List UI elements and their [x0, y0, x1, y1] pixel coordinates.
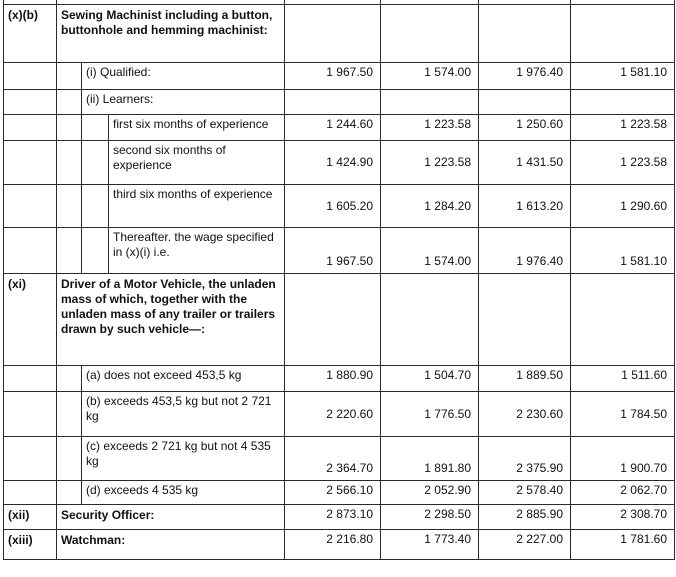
- cell-value: 1 223.58: [571, 141, 675, 185]
- cell-value: 2 364.70: [285, 437, 381, 481]
- row-label: (i) Qualified:: [82, 63, 285, 90]
- cell-value: 1 284.20: [381, 185, 479, 228]
- cell-value: 2 227.00: [479, 530, 571, 560]
- table-row-security: [4, 505, 675, 530]
- cell-value: 1 223.58: [571, 115, 675, 141]
- row-label: third six months of experience: [109, 185, 285, 228]
- row-code: (xiii): [4, 530, 57, 560]
- table-row-driver-b: [4, 392, 675, 437]
- cell-value: 1 976.40: [479, 228, 571, 274]
- cell-value: 2 375.90: [479, 437, 571, 481]
- row-label: (c) exceeds 2 721 kg but not 4 535 kg: [82, 437, 285, 481]
- row-title: Driver of a Motor Vehicle, the unladen mass of which, together with the unladen mass of any trailer or trailers drawn by such vehicle—:: [57, 274, 285, 366]
- table-row-learner-first: [4, 115, 675, 141]
- cell-value: 1 784.50: [571, 392, 675, 437]
- cell-value: 1 223.58: [381, 115, 479, 141]
- row-title: Sewing Machinist including a button, buttonhole and hemming machinist:: [57, 5, 285, 63]
- cell-value: 1 880.90: [285, 366, 381, 392]
- table-row-learner-third: [4, 185, 675, 228]
- cell-value: 2 062.70: [571, 481, 675, 505]
- table-row-driver-d: [4, 481, 675, 505]
- cell-value: 1 773.40: [381, 530, 479, 560]
- row-label: first six months of experience: [109, 115, 285, 141]
- cell-value: 1 781.60: [571, 530, 675, 560]
- cell-value: 1 891.80: [381, 437, 479, 481]
- table-row-learner-after: [4, 228, 675, 274]
- cell-value: 1 504.70: [381, 366, 479, 392]
- cell-value: 1 581.10: [571, 63, 675, 90]
- cell-value: 1 574.00: [381, 63, 479, 90]
- row-label: (b) exceeds 453,5 kg but not 2 721 kg: [82, 392, 285, 437]
- cell-value: 1 581.10: [571, 228, 675, 274]
- cell-value: 2 220.60: [285, 392, 381, 437]
- wage-table: [3, 0, 675, 560]
- row-label: second six months of experience: [109, 141, 285, 185]
- cell-value: 1 424.90: [285, 141, 381, 185]
- cell-value: 1 290.60: [571, 185, 675, 228]
- row-code: (x)(b): [4, 5, 57, 63]
- cell-value: 1 223.58: [381, 141, 479, 185]
- row-code: (xi): [4, 274, 57, 366]
- row-title: Watchman:: [57, 530, 285, 560]
- cell-value: 1 511.60: [571, 366, 675, 392]
- cell-value: 1 431.50: [479, 141, 571, 185]
- row-label: (ii) Learners:: [82, 90, 285, 115]
- table-row-sewing-heading: [4, 5, 675, 63]
- table-row-watchman: [4, 530, 675, 560]
- row-label: (d) exceeds 4 535 kg: [82, 481, 285, 505]
- table-row-driver-c: [4, 437, 675, 481]
- cell-value: 1 776.50: [381, 392, 479, 437]
- table-row-driver-a: [4, 366, 675, 392]
- cell-value: 1 976.40: [479, 63, 571, 90]
- cell-value: 1 250.60: [479, 115, 571, 141]
- cell-value: 1 613.20: [479, 185, 571, 228]
- table-row-qualified: [4, 63, 675, 90]
- table-row-learner-second: [4, 141, 675, 185]
- cell-value: 1 967.50: [285, 228, 381, 274]
- cell-value: 2 885.90: [479, 505, 571, 530]
- cell-value: 2 873.10: [285, 505, 381, 530]
- row-label: (a) does not exceed 453,5 kg: [82, 366, 285, 392]
- cell-value: 1 244.60: [285, 115, 381, 141]
- cell-value: 2 052.90: [381, 481, 479, 505]
- cell-value: 1 574.00: [381, 228, 479, 274]
- table-row-driver-heading: [4, 274, 675, 366]
- cell-value: 2 298.50: [381, 505, 479, 530]
- row-label: Thereafter. the wage specified in (x)(i) i.e.: [109, 228, 285, 274]
- cell-value: 2 216.80: [285, 530, 381, 560]
- cell-value: 1 605.20: [285, 185, 381, 228]
- cell-value: 1 967.50: [285, 63, 381, 90]
- cell-value: 2 230.60: [479, 392, 571, 437]
- cell-value: 2 578.40: [479, 481, 571, 505]
- cell-value: 1 900.70: [571, 437, 675, 481]
- row-code: (xii): [4, 505, 57, 530]
- table-row-learners: [4, 90, 675, 115]
- row-title: Security Officer:: [57, 505, 285, 530]
- cell-value: 1 889.50: [479, 366, 571, 392]
- cell-value: 2 308.70: [571, 505, 675, 530]
- cell-value: 2 566.10: [285, 481, 381, 505]
